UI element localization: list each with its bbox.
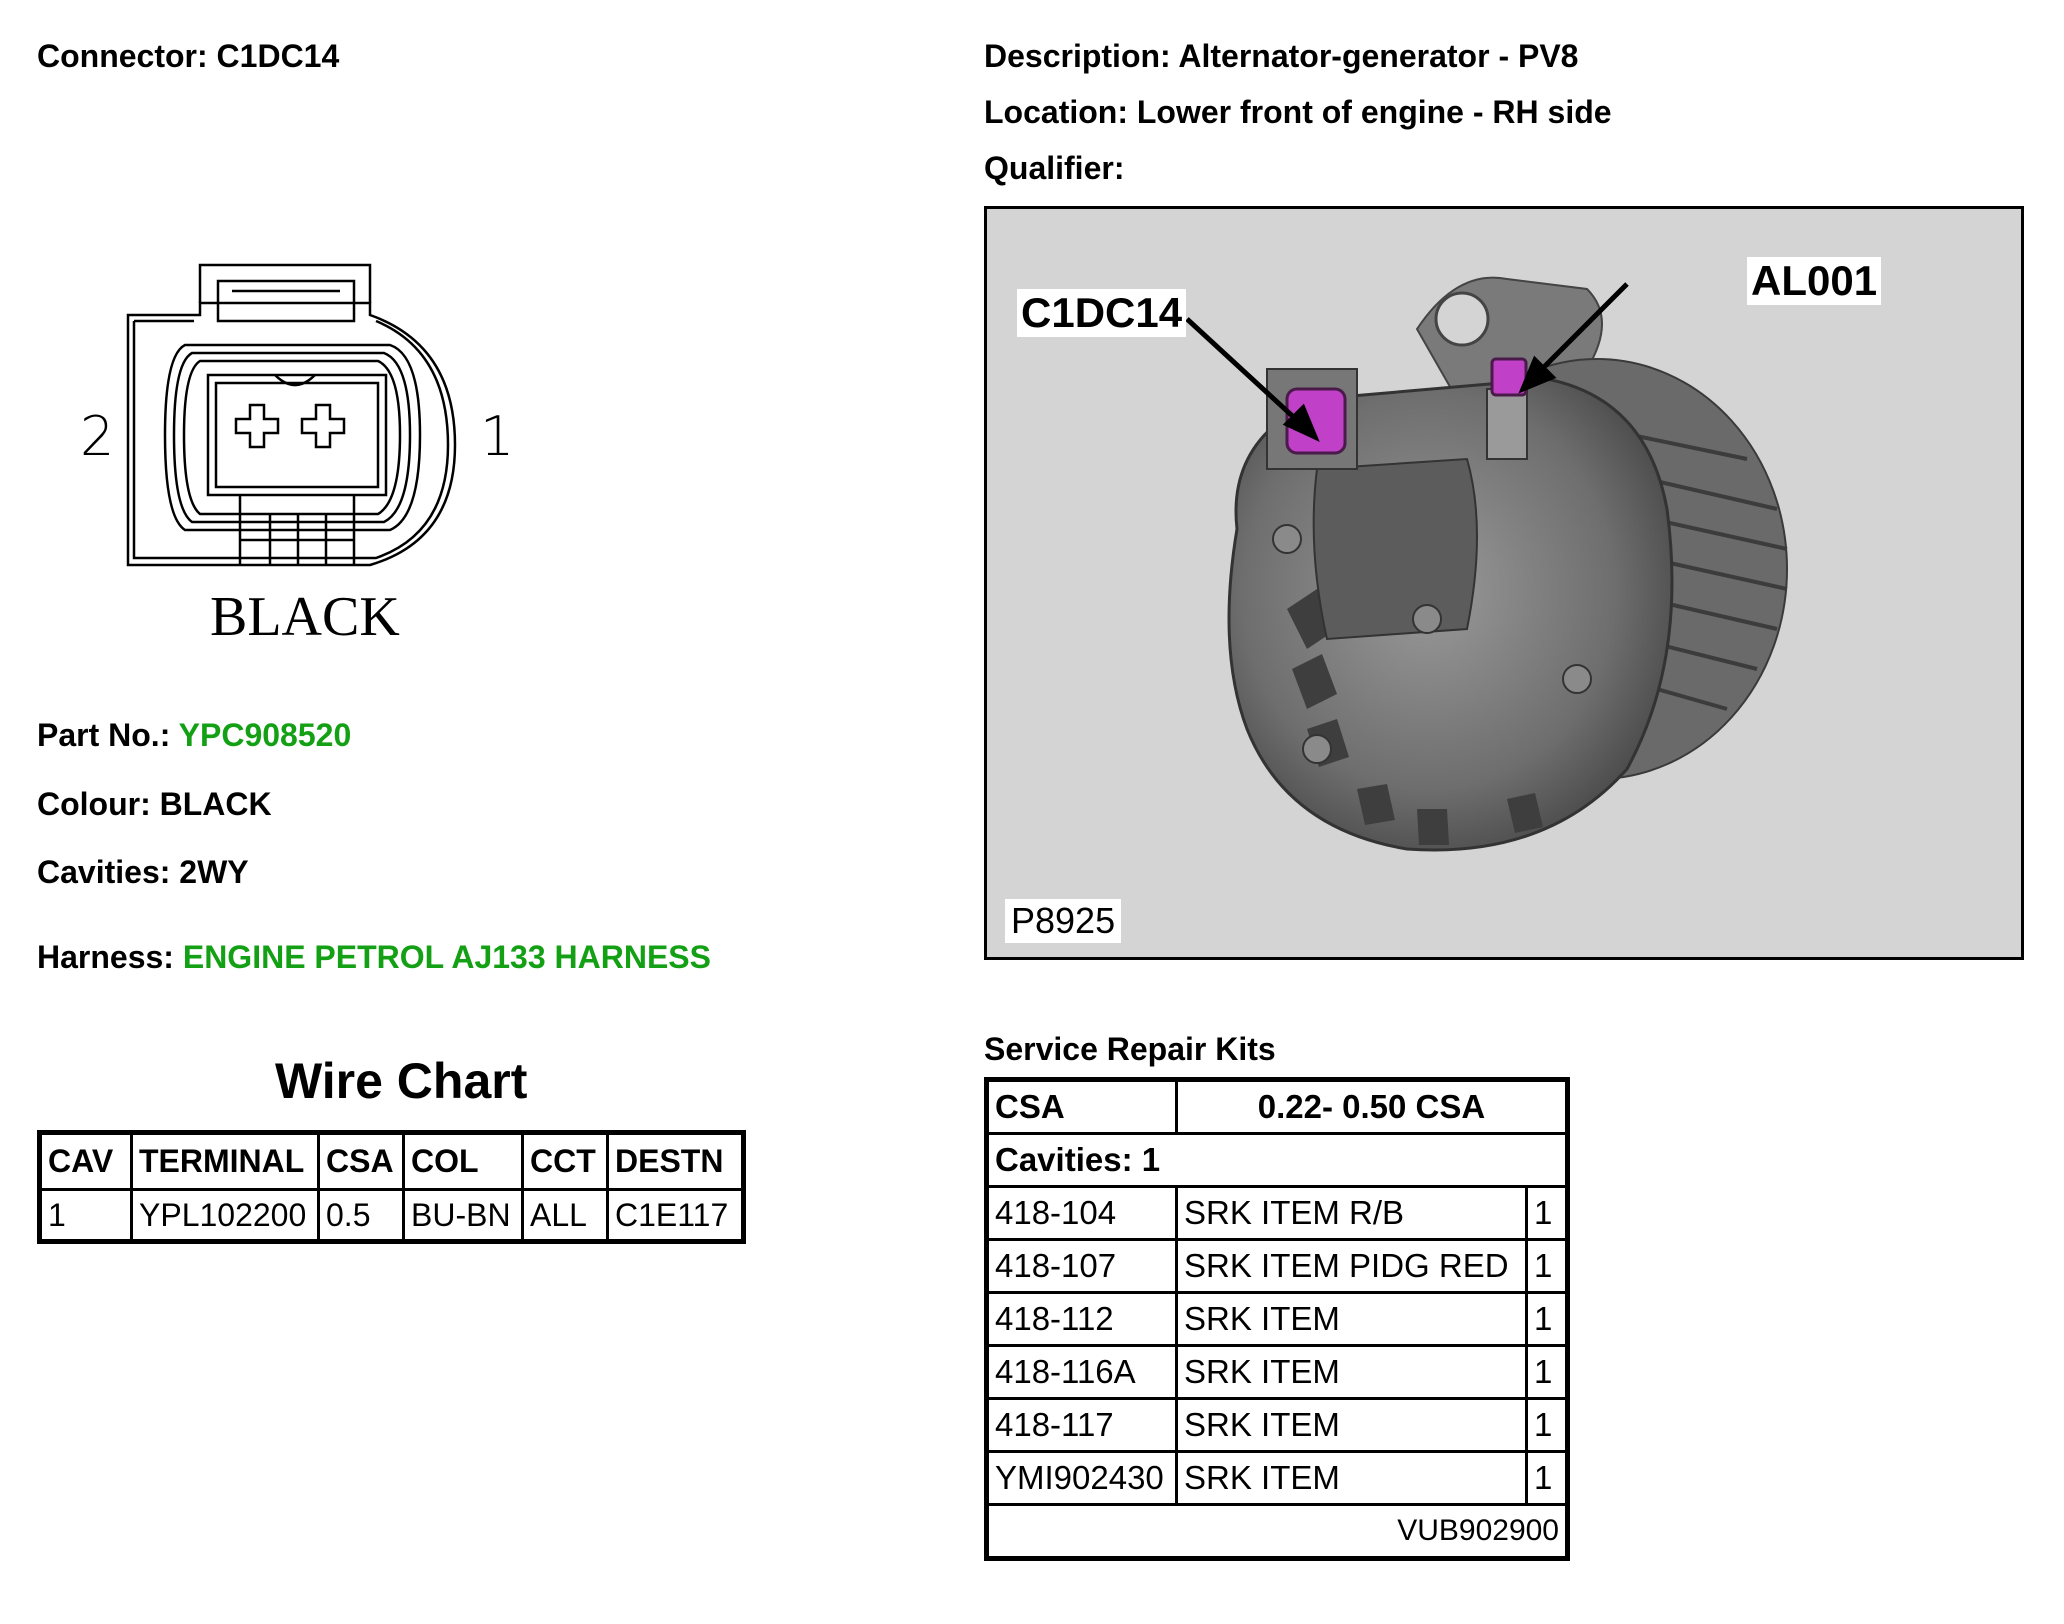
table-row <box>987 1399 1568 1452</box>
kit-desc: SRK ITEM <box>1177 1399 1527 1452</box>
part-no-row <box>37 717 351 754</box>
kit-desc: SRK ITEM <box>1177 1293 1527 1346</box>
cell-destn: C1E117 <box>608 1190 744 1242</box>
kit-qty: 1 <box>1527 1452 1568 1505</box>
location-row <box>984 94 1612 131</box>
callout-connector-id: C1DC14 <box>1017 289 1186 337</box>
wire-chart-table <box>37 1130 746 1244</box>
kit-code: 418-117 <box>987 1399 1177 1452</box>
colour-value: BLACK <box>159 786 272 822</box>
kit-qty: 1 <box>1527 1346 1568 1399</box>
table-row <box>987 1240 1568 1293</box>
table-row <box>987 1346 1568 1399</box>
cavities-value: 2WY <box>179 854 249 890</box>
pin-number-2: 2 <box>80 405 115 468</box>
location-value: Lower front of engine - RH side <box>1136 94 1612 130</box>
colour-label: Colour: <box>37 786 151 822</box>
kits-csa-label: CSA <box>987 1080 1177 1134</box>
header-destn: DESTN <box>608 1133 744 1190</box>
cell-col: BU-BN <box>404 1190 523 1242</box>
table-row <box>40 1190 744 1242</box>
kits-footer-code: VUB902900 <box>987 1505 1568 1559</box>
kits-cavities: Cavities: 1 <box>987 1134 1568 1187</box>
connector-id: C1DC14 <box>216 38 340 74</box>
header-cct: CCT <box>523 1133 608 1190</box>
connector-colour-caption: BLACK <box>210 586 400 648</box>
kit-code: 418-107 <box>987 1240 1177 1293</box>
kit-desc: SRK ITEM R/B <box>1177 1187 1527 1240</box>
colour-row <box>37 786 272 823</box>
pin-number-1: 1 <box>480 405 515 468</box>
harness-link[interactable]: ENGINE PETROL AJ133 HARNESS <box>182 939 711 975</box>
table-row <box>987 1293 1568 1346</box>
cell-csa: 0.5 <box>319 1190 404 1242</box>
cell-cct: ALL <box>523 1190 608 1242</box>
harness-label: Harness: <box>37 939 174 975</box>
kit-qty: 1 <box>1527 1293 1568 1346</box>
image-code: P8925 <box>1005 899 1121 943</box>
harness-row <box>37 939 711 976</box>
qualifier-label: Qualifier: <box>984 150 1125 186</box>
kit-desc: SRK ITEM <box>1177 1452 1527 1505</box>
kit-qty: 1 <box>1527 1240 1568 1293</box>
kit-desc: SRK ITEM <box>1177 1346 1527 1399</box>
table-row <box>987 1187 1568 1240</box>
cell-terminal: YPL102200 <box>132 1190 319 1242</box>
table-row <box>987 1452 1568 1505</box>
location-label: Location: <box>984 94 1128 130</box>
kits-footer-row <box>987 1505 1568 1559</box>
wire-chart-header-row <box>40 1133 744 1190</box>
kit-code: 418-116A <box>987 1346 1177 1399</box>
kit-code: 418-104 <box>987 1187 1177 1240</box>
header-col: COL <box>404 1133 523 1190</box>
description-row <box>984 38 1578 75</box>
header-csa: CSA <box>319 1133 404 1190</box>
description-value: Alternator-generator - PV8 <box>1178 38 1579 74</box>
service-kits-table <box>984 1077 1570 1561</box>
part-no-label: Part No.: <box>37 717 171 753</box>
header-terminal: TERMINAL <box>132 1133 319 1190</box>
connector-heading <box>37 38 339 75</box>
part-no-link[interactable]: YPC908520 <box>178 717 352 753</box>
kit-desc: SRK ITEM PIDG RED <box>1177 1240 1527 1293</box>
component-location-image <box>984 206 2024 960</box>
qualifier-row <box>984 150 1124 187</box>
wire-chart-title: Wire Chart <box>275 1053 528 1109</box>
kits-csa-value: 0.22- 0.50 CSA <box>1177 1080 1568 1134</box>
service-kits-title: Service Repair Kits <box>984 1031 1276 1067</box>
connector-label: Connector: <box>37 38 208 74</box>
description-label: Description: <box>984 38 1171 74</box>
cavities-row <box>37 854 249 891</box>
callout-terminal-id: AL001 <box>1747 257 1881 305</box>
kit-qty: 1 <box>1527 1187 1568 1240</box>
kit-code: YMI902430 <box>987 1452 1177 1505</box>
kits-csa-row <box>987 1080 1568 1134</box>
header-cav: CAV <box>40 1133 132 1190</box>
cell-cav: 1 <box>40 1190 132 1242</box>
kits-cavities-row <box>987 1134 1568 1187</box>
kit-qty: 1 <box>1527 1399 1568 1452</box>
kit-code: 418-112 <box>987 1293 1177 1346</box>
cavities-label: Cavities: <box>37 854 171 890</box>
